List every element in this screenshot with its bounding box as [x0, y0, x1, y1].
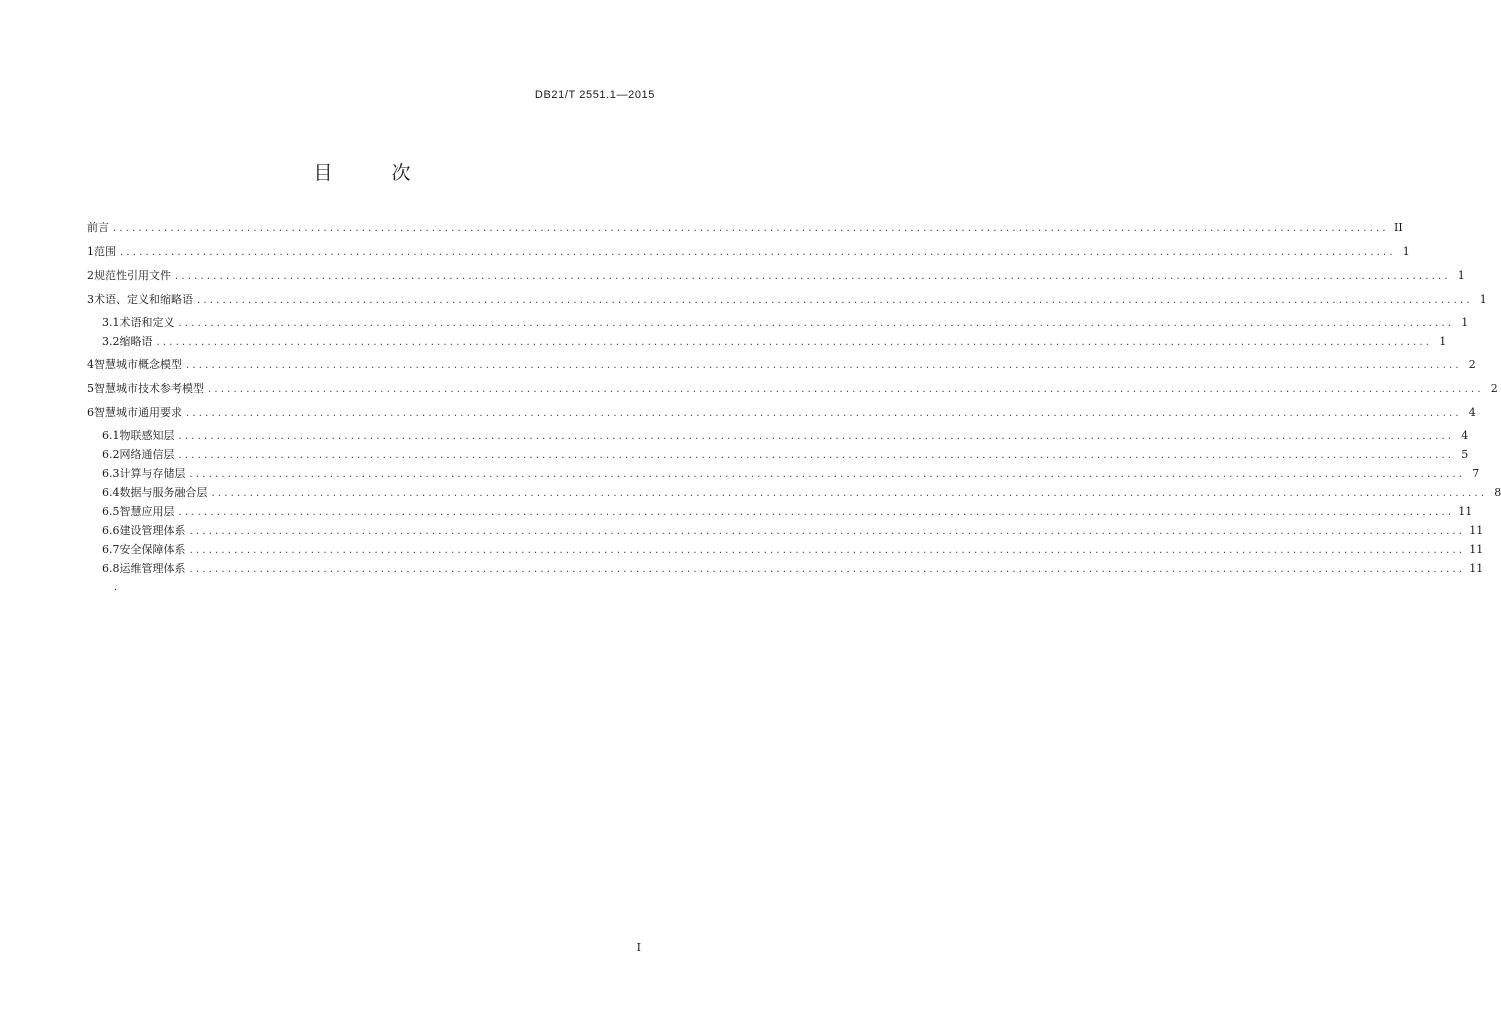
toc-entry-label: 计算与存储层: [119, 467, 186, 480]
toc-entry-number: 6.3: [102, 467, 120, 480]
toc-entry-page: 1: [1479, 293, 1487, 306]
toc-entry[interactable]: [102, 467, 1480, 481]
toc-dot-leader: ........................................................................................................................................................................................................: [189, 526, 1466, 537]
toc-entry-label: 智慧城市技术参考模型: [94, 382, 204, 395]
toc-entry[interactable]: [87, 293, 1487, 307]
toc-entry-page: 2: [1468, 358, 1476, 371]
toc-dot-leader: ........................................................................................................................................................................................................: [178, 450, 1455, 461]
toc-entry-label: 物联感知层: [119, 429, 175, 442]
toc-dot-leader: ........................................................................................................................................................................................................: [156, 337, 1433, 348]
toc-entry[interactable]: [87, 358, 1476, 372]
standard-code: DB21/T 2551.1—2015: [534, 89, 655, 101]
toc-entry-page: 11: [1469, 543, 1484, 556]
toc-entry-number: 6.8: [102, 562, 120, 575]
toc-entry[interactable]: [87, 245, 1410, 259]
toc-entry-number: 6.5: [102, 505, 120, 518]
toc-entry-number: 4: [87, 358, 94, 371]
toc-entry[interactable]: [87, 221, 1403, 235]
toc-entry[interactable]: [102, 486, 1501, 500]
toc-entry-number: 6: [87, 406, 94, 419]
toc-entry-page: 11: [1458, 505, 1473, 518]
toc-entry-label: 智慧应用层: [119, 505, 175, 518]
toc-dot-leader: ........................................................................................................................................................................................................: [178, 507, 1455, 518]
toc-entry-number: 5: [87, 382, 94, 395]
stray-mark: ·: [114, 585, 118, 596]
toc-entry-page: II: [1394, 221, 1403, 234]
toc-entry-label: 网络通信层: [119, 448, 175, 461]
toc-entry-number: 6.2: [102, 448, 120, 461]
page-title: 目 次: [313, 162, 431, 184]
toc-entry-number: 3.1: [102, 316, 120, 329]
toc-entry-page: 7: [1472, 467, 1480, 480]
toc-dot-leader: ........................................................................................................................................................................................................: [189, 469, 1466, 480]
page-number: I: [636, 941, 641, 954]
toc-entry-page: 8: [1494, 486, 1501, 499]
toc-entry-number: 6.7: [102, 543, 120, 556]
toc-dot-leader: ........................................................................................................................................................................................................: [178, 431, 1455, 442]
toc-dot-leader: ........................................................................................................................................................................................................: [113, 223, 1389, 234]
toc-entry-number: 1: [87, 245, 94, 258]
toc-entry-number: 6.6: [102, 524, 120, 537]
toc-entry-page: 5: [1461, 448, 1469, 461]
toc-entry[interactable]: [102, 335, 1447, 349]
toc-entry[interactable]: [87, 382, 1498, 396]
toc-dot-leader: ........................................................................................................................................................................................................: [211, 488, 1488, 499]
toc-entry-label: 前言: [87, 221, 109, 234]
toc-entry[interactable]: [87, 406, 1476, 420]
toc-entry-page: 4: [1468, 406, 1476, 419]
toc-entry-page: 11: [1469, 524, 1484, 537]
toc-entry[interactable]: [87, 269, 1465, 283]
toc-entry-label: 范围: [94, 245, 116, 258]
toc-entry[interactable]: [102, 505, 1473, 519]
toc-entry-page: 11: [1469, 562, 1484, 575]
toc-entry-page: 1: [1439, 335, 1447, 348]
toc-entry[interactable]: [102, 543, 1484, 557]
toc-entry-number: 2: [87, 269, 94, 282]
toc-dot-leader: ........................................................................................................................................................................................................: [208, 384, 1484, 395]
toc-entry-label: 建设管理体系: [119, 524, 186, 537]
toc-dot-leader: ........................................................................................................................................................................................................: [189, 564, 1466, 575]
toc-entry[interactable]: [102, 524, 1484, 538]
toc-dot-leader: ........................................................................................................................................................................................................: [120, 247, 1396, 258]
toc-entry-page: 1: [1402, 245, 1410, 258]
toc-dot-leader: ........................................................................................................................................................................................................: [189, 545, 1466, 556]
toc-entry-label: 缩略语: [119, 335, 153, 348]
toc-entry[interactable]: [102, 316, 1469, 330]
toc-dot-leader: ........................................................................................................................................................................................................: [186, 408, 1462, 419]
toc-entry-page: 1: [1461, 316, 1469, 329]
toc-entry-label: 规范性引用文件: [94, 269, 171, 282]
toc-entry-label: 运维管理体系: [119, 562, 186, 575]
toc-entry[interactable]: [102, 448, 1469, 462]
toc-entry-label: 智慧城市通用要求: [94, 406, 182, 419]
toc-entry-label: 数据与服务融合层: [119, 486, 208, 499]
toc-entry-page: 2: [1490, 382, 1498, 395]
toc-entry-page: 1: [1457, 269, 1465, 282]
toc-entry-label: 安全保障体系: [119, 543, 186, 556]
toc-dot-leader: ........................................................................................................................................................................................................: [186, 360, 1462, 371]
toc-entry-label: 术语和定义: [119, 316, 175, 329]
toc-dot-leader: ........................................................................................................................................................................................................: [178, 318, 1455, 329]
toc-entry-number: 3.2: [102, 335, 120, 348]
toc-entry-page: 4: [1461, 429, 1469, 442]
toc-entry-label: 术语、定义和缩略语: [94, 293, 193, 306]
toc-entry[interactable]: [102, 429, 1469, 443]
toc-entry-number: 3: [87, 293, 94, 306]
toc-entry-label: 智慧城市概念模型: [94, 358, 182, 371]
toc-entry-number: 6.1: [102, 429, 120, 442]
toc-entry-number: 6.4: [102, 486, 120, 499]
toc-dot-leader: ........................................................................................................................................................................................................: [197, 295, 1473, 306]
toc-entry[interactable]: [102, 562, 1484, 576]
toc-dot-leader: ........................................................................................................................................................................................................: [175, 271, 1451, 282]
